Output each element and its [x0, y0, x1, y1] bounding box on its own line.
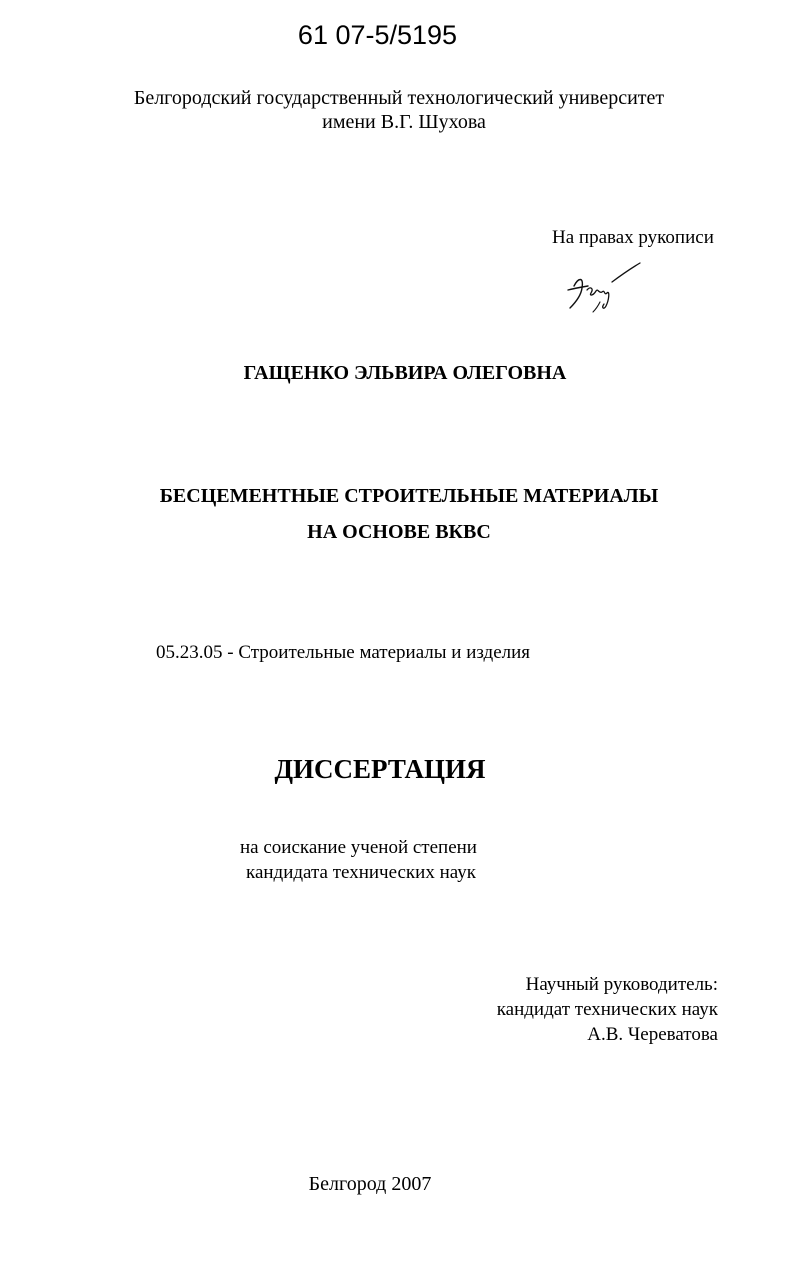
- title-line-1: БЕСЦЕМЕНТНЫЕ СТРОИТЕЛЬНЫЕ МАТЕРИАЛЫ: [159, 485, 659, 507]
- university-line-1: Белгородский государственный технологический университет: [133, 87, 665, 109]
- handwritten-signature: [560, 256, 650, 316]
- document-type: ДИССЕРТАЦИЯ: [274, 754, 486, 784]
- rights-note: На правах рукописи: [552, 227, 714, 248]
- dissertation-title: [0, 478, 798, 550]
- degree-line-2: кандидата технических наук: [246, 862, 476, 883]
- title-line-2: НА ОСНОВЕ ВКВС: [307, 521, 491, 543]
- university-line-2: имени В.Г. Шухова: [322, 111, 486, 133]
- supervisor-name: А.В. Череватова: [587, 1024, 718, 1045]
- registration-number: 61 07-5/5195: [297, 20, 458, 50]
- author-name: ГАЩЕНКО ЭЛЬВИРА ОЛЕГОВНА: [243, 362, 567, 384]
- specialty-code: 05.23.05 - Строительные материалы и изделия: [156, 642, 531, 663]
- city-and-year: Белгород 2007: [308, 1173, 432, 1195]
- degree-statement: [240, 835, 477, 885]
- supervisor-label: Научный руководитель:: [525, 974, 718, 995]
- supervisor-block: [497, 972, 718, 1047]
- university-name: [0, 86, 798, 134]
- degree-line-1: на соискание ученой степени: [240, 837, 477, 858]
- supervisor-degree: кандидат технических наук: [496, 999, 718, 1020]
